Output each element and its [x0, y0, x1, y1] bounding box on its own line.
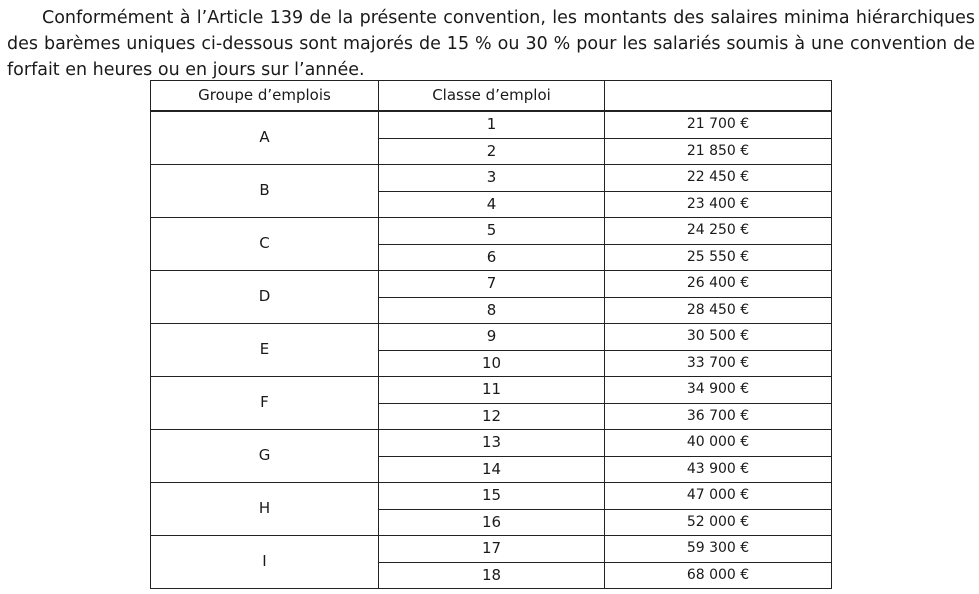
table-row [151, 111, 832, 138]
groupe-cell: B [151, 165, 379, 218]
classe-cell: 7 [379, 271, 605, 298]
classe-cell: 12 [379, 403, 605, 430]
amount-cell: 23 400 € [605, 191, 832, 218]
classe-cell: 10 [379, 350, 605, 377]
table-row [151, 483, 832, 510]
header-amount [605, 81, 832, 112]
groupe-cell: E [151, 324, 379, 377]
amount-cell: 33 700 € [605, 350, 832, 377]
groupe-cell: G [151, 430, 379, 483]
header-row [151, 81, 832, 112]
amount-cell: 21 850 € [605, 138, 832, 165]
groupe-cell: I [151, 536, 379, 589]
amount-cell: 24 250 € [605, 218, 832, 245]
table-row [151, 536, 832, 563]
classe-cell: 15 [379, 483, 605, 510]
groupe-cell: D [151, 271, 379, 324]
classe-cell: 18 [379, 562, 605, 589]
table-row [151, 165, 832, 192]
classe-cell: 17 [379, 536, 605, 563]
classe-cell: 16 [379, 509, 605, 536]
amount-cell: 52 000 € [605, 509, 832, 536]
groupe-cell: C [151, 218, 379, 271]
amount-cell: 25 550 € [605, 244, 832, 271]
classe-cell: 2 [379, 138, 605, 165]
classe-cell: 9 [379, 324, 605, 351]
amount-cell: 36 700 € [605, 403, 832, 430]
classe-cell: 4 [379, 191, 605, 218]
salary-table [150, 80, 832, 589]
groupe-cell: A [151, 111, 379, 165]
groupe-cell: H [151, 483, 379, 536]
table-row [151, 324, 832, 351]
table-row [151, 271, 832, 298]
salary-table-body [151, 111, 832, 589]
groupe-cell: F [151, 377, 379, 430]
amount-cell: 30 500 € [605, 324, 832, 351]
amount-cell: 28 450 € [605, 297, 832, 324]
classe-cell: 1 [379, 111, 605, 138]
classe-cell: 13 [379, 430, 605, 457]
table-row [151, 218, 832, 245]
amount-cell: 40 000 € [605, 430, 832, 457]
amount-cell: 34 900 € [605, 377, 832, 404]
amount-cell: 43 900 € [605, 456, 832, 483]
amount-cell: 22 450 € [605, 165, 832, 192]
classe-cell: 6 [379, 244, 605, 271]
classe-cell: 11 [379, 377, 605, 404]
classe-cell: 5 [379, 218, 605, 245]
classe-cell: 3 [379, 165, 605, 192]
header-groupe-emplois: Groupe d’emplois [151, 81, 379, 112]
amount-cell: 21 700 € [605, 111, 832, 138]
amount-cell: 59 300 € [605, 536, 832, 563]
table-row [151, 430, 832, 457]
classe-cell: 14 [379, 456, 605, 483]
classe-cell: 8 [379, 297, 605, 324]
amount-cell: 26 400 € [605, 271, 832, 298]
header-classe-emploi: Classe d’emploi [379, 81, 605, 112]
amount-cell: 68 000 € [605, 562, 832, 589]
intro-paragraph: Conformément à l’Article 139 de la présente convention, les montants des salaires minima hiérarchiques des barèmes uniques ci-dessous sont majorés de 15 % ou 30 % pour les salariés soumis à une convention de forfait en heures ou en jours sur l’année. [7, 8, 975, 80]
table-row [151, 377, 832, 404]
amount-cell: 47 000 € [605, 483, 832, 510]
